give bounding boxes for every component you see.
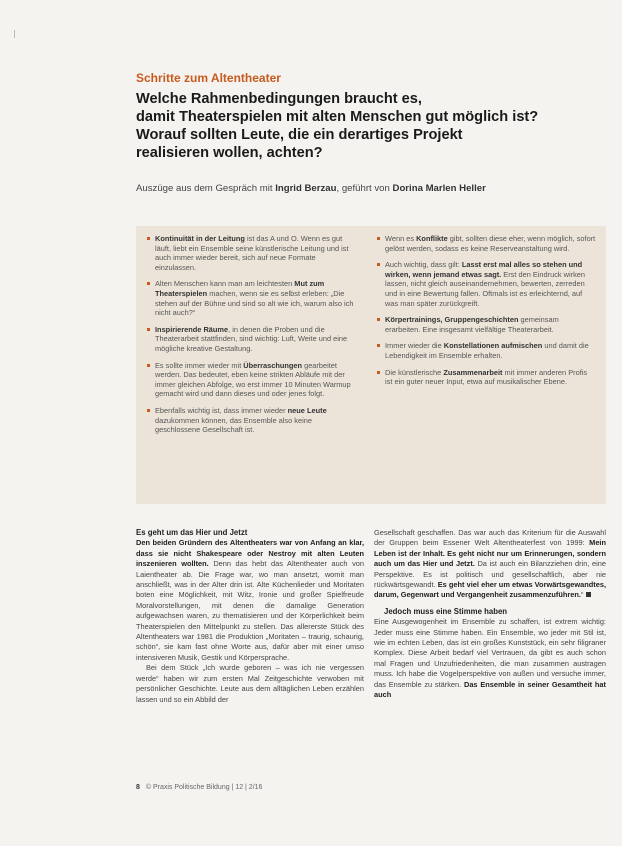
article-bold: Es geht viel eher um etwas Vorwärtsgewandtes, darum, Gegenwart und Vergangenheit zusammenzuführen. (374, 580, 607, 600)
article-text: Denn das hebt das Altentheater auch von Laientheater ab. Die Frage war, wo man ansetzt, womit man anschließt, was in der Alter drin ist. Alte Küchenlieder und Moritaten boten eine Möglichkeit, mit Witz, Ironie und großer Spielfreude Moralvorstellungen, mit denen die damalige Generation aufgewachsen waren, zu thematisieren und der Körperlichkeit beim Theaterspielen den Mittelpunkt zu stellen. Das allererste Stück des Altentheaters war 1981 die Produktion „Moritaten – traurig, schaurig, schön“, sie kam fast ohne Worte aus, dafür aber mit einer umso intensiveren Musik, Gestik und Körpersprache. (136, 559, 364, 662)
page-footer (136, 784, 262, 791)
section-kicker: Schritte zum Altentheater (136, 71, 281, 85)
tip-item (376, 368, 596, 387)
headline (136, 90, 606, 162)
interviewee-name: Ingrid Berzau (275, 183, 337, 194)
tip-item (376, 341, 596, 360)
tip-text: Es sollte immer wieder mit (155, 360, 244, 370)
tip-text: mit immer anderen Profis ist ein guter neuer Input, etwa auf musikalischer Ebene. (385, 367, 588, 387)
article-bold: Das Ensemble in seiner Gesamtheit hat auch (374, 679, 607, 700)
tip-text: Wenn es (385, 234, 417, 243)
tip-text: Ebenfalls wichtig ist, dass immer wieder (155, 405, 288, 415)
tip-item (146, 234, 358, 272)
tip-text: dazukommen können, das Ensemble also keine geschlossene Gesellschaft ist. (155, 415, 312, 435)
intro-middle: , geführt von (336, 183, 390, 194)
tip-text: Auch wichtig, dass gilt: (385, 260, 462, 270)
intro-line (136, 183, 606, 194)
tip-text: gearbeitet werden. Das bedeutet, eben keine strikten Abläufe mit der immer gleichen Abfolge, wo erst immer 10 Minuten Warmup gemacht wird und dann dieses und oder jenes folgt. (155, 360, 351, 399)
tip-bold: neue Leute (287, 405, 327, 415)
tips-box (136, 226, 606, 504)
tip-text: ist das A und O. Wenn es gut läuft, liebt ein Ensemble seine künstlerische Leitung und ist auch immer wieder bereit, sich auf neue Formate einzulassen. (155, 234, 349, 272)
end-mark-icon (586, 592, 591, 597)
article-column-right (374, 528, 606, 701)
article-text: Da ist auch ein Bilanzziehen drin, eine Perspektive. Es ist politisch und gesellschaftlich, aber nie rückwärtsgewandt. (374, 559, 607, 590)
tip-text: und damit die Lebendigkeit im Ensemble erhalten. (385, 341, 589, 360)
tip-text: Erst den Eindruck wirken lassen, nicht gleich auseinandernehmen, bewerten, zerreden und in eine Bewertung fallen. Oftmals ist es erleichternd, auf was man später zurückgreift. (385, 269, 586, 308)
tip-item (146, 406, 358, 435)
scan-mark (14, 30, 15, 38)
tip-text: , in denen die Proben und die Theaterarbeit stattfinden, sind wichtig: Luft, Weite und eine mögliche kreative Gestaltung. (155, 324, 348, 353)
tip-text: Immer wieder die (385, 341, 444, 351)
article-bold: Mein Leben ist der Inhalt. Es geht nicht nur um Erinnerungen, sondern auch um das Hier und Jetzt. (374, 538, 606, 569)
tip-text: gibt, sollten diese eher, wenn möglich, sofort gelöst werden, sodass es keine Reserveanstaltung wird. (385, 234, 596, 253)
tip-item (376, 260, 596, 308)
tip-bold: Zusammenarbeit (443, 367, 503, 377)
headline-line: damit Theaterspielen mit alten Menschen gut möglich ist? (136, 109, 539, 125)
tip-bold: Konstellationen aufmischen (443, 341, 543, 351)
article-paragraph (374, 528, 606, 601)
tip-item (376, 315, 596, 334)
tip-text: machen, wenn sie es selbst erleben: „Die stehen auf der Bühne und sind so alt wie ich, warum also ich nicht auch?“ (155, 288, 354, 318)
tip-text: Die künstlerische (385, 367, 444, 377)
tip-item (146, 279, 358, 317)
tip-item (146, 325, 358, 354)
footer-source: © Praxis Politische Bildung | 12 | 2/16 (145, 784, 263, 791)
article-paragraph (374, 617, 606, 700)
tip-bold: Inspirierende Räume (155, 324, 229, 334)
tip-item (146, 361, 358, 399)
intro-prefix: Auszüge aus dem Gespräch mit (136, 183, 273, 194)
page-number: 8 (136, 784, 140, 791)
article-text: Eine Ausgewogenheit im Ensemble zu schaffen, ist extrem wichtig: Jeder muss eine Stimme haben. Ein Ensemble, wo jeder mit Stil ist, wie im echten Leben, das ist ein großes Kunststück, ein sehr filigraner Komplex. Diese Arbeit bedarf viel Vertrauen, da gibt es auch schon mal Fragen und Unzufriedenheiten, die man zusammen austragen muss. Ich habe die Vogelperspektive von außen und versuche immer, das Ensemble zu stärken. (374, 617, 606, 689)
tip-text: gemeinsam erarbeiten. Eine insgesamt vielfältige Theaterarbeit. (385, 315, 559, 334)
article-column-left (136, 528, 364, 705)
tip-item (376, 234, 596, 253)
tip-bold: Körpertrainings, Gruppengeschichten (385, 315, 519, 325)
article-paragraph (136, 538, 364, 663)
tip-bold: Kontinuität in der Leitung (155, 234, 245, 243)
tips-right-column (376, 234, 596, 394)
article-subhead: Es geht um das Hier und Jetzt (136, 528, 248, 537)
tip-text: Alten Menschen kann man am leichtesten (155, 279, 295, 289)
tip-bold: Konflikte (416, 234, 448, 243)
article-paragraph: Bei dem Stück „Ich wurde geboren – was ich nie vergessen werde“ haben wir zum ersten Mal Zeitgeschichte verwoben mit persönlicher Geschichte. Leute aus dem alltäglichen Leben erzählen lassen und so ein Abbild der (136, 663, 364, 704)
tip-bold: Mut zum Theaterspielen (155, 279, 325, 298)
tip-bold: Überraschungen (243, 360, 303, 370)
article-subhead: Jedoch muss eine Stimme haben (384, 606, 508, 616)
tips-left-column (146, 234, 358, 442)
headline-line: realisieren wollen, achten? (136, 145, 323, 161)
headline-line: Welche Rahmenbedingungen braucht es, (136, 91, 422, 107)
article-text: “ (580, 590, 584, 600)
interviewer-name: Dorina Marlen Heller (392, 183, 486, 194)
tip-bold: Lasst erst mal alles so stehen und wirken, wenn jemand etwas sagt. (385, 260, 583, 279)
article-text: Gesellschaft geschaffen. Das war auch das Kriterium für die Auswahl der Gruppen beim Essener Welt Altentheaterfest von 1999: (374, 528, 606, 548)
headline-line: Worauf sollten Leute, die ein derartiges Projekt (136, 127, 463, 143)
article-lead: Den beiden Gründern des Altentheaters war von Anfang an klar, dass sie nicht Shakespeare oder Nestroy mit alten Leuten inszenieren wollten. (136, 538, 364, 569)
